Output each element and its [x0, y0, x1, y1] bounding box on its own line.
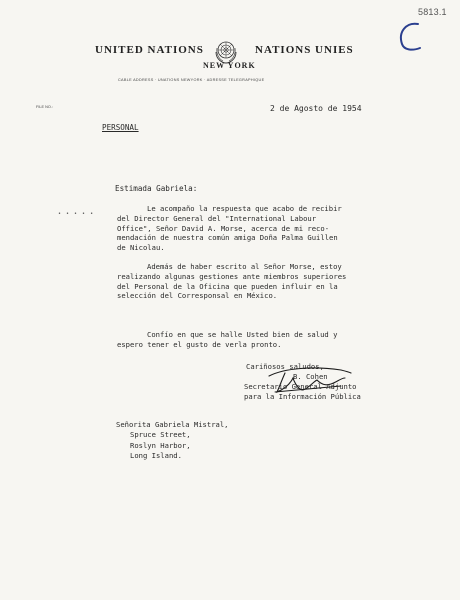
text-line: realizando algunas gestiones ante miembros superiores: [117, 271, 347, 281]
recipient-name: Señorita Gabriela Mistral,: [116, 420, 229, 429]
signer-name: B. Cohen: [293, 372, 328, 381]
signer-block: [244, 372, 361, 401]
archive-pen-mark: [396, 20, 426, 54]
text-line: de Nicolau.: [117, 243, 165, 253]
recipient-address: [116, 420, 229, 462]
text-line: Le acompaño la respuesta que acabo de recibir: [147, 204, 342, 213]
letterhead-city: NEW YORK: [203, 61, 256, 70]
text-line: Confío en que se halle Usted bien de salud y: [147, 330, 338, 339]
org-name-english: UNITED NATIONS: [95, 44, 204, 56]
text-line: Office", Señor David A. Morse, acerca de mi reco-: [117, 223, 330, 233]
recipient-region: Long Island.: [130, 451, 182, 461]
signer-title-1: Secretario General Adjunto: [244, 381, 357, 391]
margin-mark: • • • • •: [58, 211, 95, 217]
recipient-town: Roslyn Harbor,: [130, 440, 191, 450]
classification-label: PERSONAL: [102, 123, 139, 132]
text-line: selección del Corresponsal en México.: [117, 291, 278, 301]
signer-title-2: para la Información Pública: [244, 391, 361, 401]
closing: Cariñosos saludos,: [246, 362, 324, 371]
text-line: del Director General del "International Labour: [117, 213, 317, 223]
paragraph-3: [117, 330, 387, 350]
text-line: del Personal de la Oficina que pueden influir en la: [117, 281, 338, 291]
text-line: espero tener el gusto de verla pronto.: [117, 339, 282, 349]
paragraph-1: [117, 204, 387, 253]
salutation: Estimada Gabriela:: [115, 184, 198, 193]
text-line: Además de haber escrito al Señor Morse, estoy: [147, 262, 342, 271]
org-name-french: NATIONS UNIES: [255, 44, 354, 56]
file-number-label: FILE NO.:: [36, 105, 53, 109]
cable-address: CABLE ADDRESS · UNATIONS NEWYORK · ADRESSE TELEGRAPHIQUE: [118, 78, 265, 82]
text-line: mendación de nuestra común amiga Doña Palma Guillen: [117, 233, 338, 243]
recipient-street: Spruce Street,: [130, 430, 191, 440]
archive-number: 5813.1: [418, 7, 447, 17]
paragraph-2: [117, 262, 387, 301]
letter-date: 2 de Agosto de 1954: [270, 104, 362, 113]
